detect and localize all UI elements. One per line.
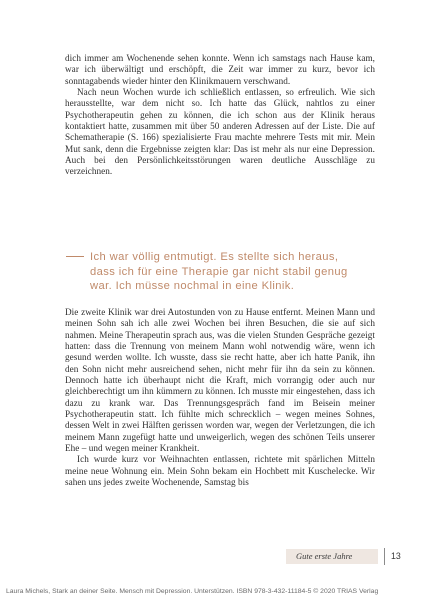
paragraph: Die zweite Klinik war drei Autostunden von zu Hause entfernt. Meinen Mann und meinen Sohn sah ich alle zwei Wochen bei ihren Besuchen, die sie auf sich nahmen. Meine Therapeutin sprach aus, was die vielen Stunden Gespräche gezeigt hatten: dass die Trennung von meinem Mann wohl notwendig wäre, wenn ich gesund werden wollte. Ich wusste, dass sie recht hatte, aber ich hatte Panik, ihn den Sohn nicht mehr ausreichend sehen, nicht mehr für ihn da sein zu können. Dennoch hatte ich überhaupt nicht die Kraft, mich vorrangig oder auch nur gleichberechtigt um ihn kümmern zu können. Ich musste mir eingestehen, dass ich dazu zu krank war. Das Trennungsgespräch fand im Beisein meiner Psychotherapeutin statt. Ich fühlte mich schrecklich – wegen meines Sohnes, dessen Welt in zwei Hälften gerissen worden war, wegen der Verletzungen, die ich meinem Mann zugefügt hatte und unweigerlich, wegen des schönen Teils unserer Ehe – und wegen meiner Krankheit.: [65, 307, 375, 454]
pull-quote: [66, 250, 366, 294]
paragraph: Ich wurde kurz vor Weihnachten entlassen, richtete mit spärlichen Mitteln meine neue Wohnung ein. Mein Sohn bekam ein Hochbett mit Kuschelecke. Wir sahen uns jedes zweite Wochenende, Samstag bis: [65, 454, 375, 488]
body-text-bottom: [65, 307, 375, 489]
page-number: 13: [391, 551, 401, 561]
paragraph: dich immer am Wochenende sehen konnte. Wenn ich samstags nach Hause kam, war ich überwältigt und erschöpft, die Zeit war immer zu kurz, bevor ich sonntagabends wieder hinter den Klinikmauern verschwand.: [65, 53, 375, 86]
pull-quote-text: Ich war völlig entmutigt. Es stellte sich heraus, dass ich für eine Therapie gar nicht stabil genug war. Ich müsse nochmal in eine Klinik.: [90, 251, 348, 293]
footer-section-title: Gute erste Jahre: [296, 551, 353, 561]
paragraph: Nach neun Wochen wurde ich schließlich entlassen, so erfreulich. Wie sich herausstellte, war dem nicht so. Ich hatte das Glück, nahtlos zu einer Psychotherapeutin gehen zu können, die ich schon aus der Klinik heraus kontaktiert hatte, zusammen mit über 50 anderen Adressen auf der Liste. Die auf Schematherapie (S. 166) spezialisierte Frau machte mehrere Tests mit mir. Mein Mut sank, denn die Ergebnisse zeigten klar: Das ist mehr als nur eine Depression. Auch bei den Persönlichkeitsstörungen waren deutliche Ausschläge zu verzeichnen.: [65, 87, 375, 177]
quote-dash-icon: [66, 256, 84, 257]
copyright-line: Laura Michels, Stark an deiner Seite. Mensch mit Depression. Unterstützen. ISBN 978-3-432-11184-5 © 2020 TRIAS Verlag: [6, 588, 379, 595]
footer-divider: [384, 548, 385, 565]
body-text-top: [65, 53, 375, 178]
